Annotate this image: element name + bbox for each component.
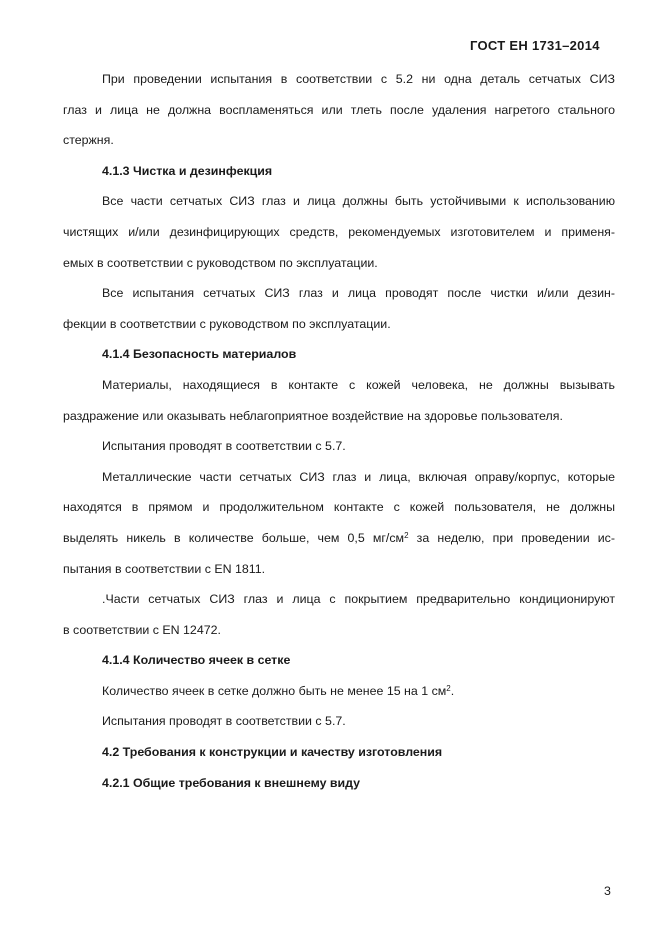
paragraph-line: Испытания проводят в соответствии с 5.7. — [102, 439, 346, 454]
paragraph-line: Все части сетчатых СИЗ глаз и лица должны быть устойчивыми к использованию — [102, 194, 615, 209]
paragraph-line: Испытания проводят в соответствии с 5.7. — [102, 714, 346, 729]
text-run: . — [450, 683, 455, 698]
section-heading: 4.1.4 Количество ячеек в сетке — [102, 653, 291, 668]
section-heading: 4.1.3 Чистка и дезинфекция — [102, 163, 273, 178]
paragraph-line: глаз и лица не должна воспламеняться или тлеть после удаления нагретого стального — [63, 102, 615, 117]
section-heading: 4.2 Требования к конструкции и качеству изготовления — [102, 745, 443, 760]
paragraph-line: находятся в прямом и продолжительном контакте с кожей пользователя, не должны — [63, 500, 615, 515]
document-header: ГОСТ EH 1731–2014 — [470, 38, 600, 53]
superscript: 2 — [404, 530, 409, 540]
paragraph-line — [63, 676, 615, 707]
paragraph-line: Все испытания сетчатых СИЗ глаз и лица проводят после чистки и/или дезин- — [102, 286, 615, 301]
paragraph-line: чистящих и/или дезинфицирующих средств, рекомендуемых изготовителем и применя- — [63, 224, 615, 239]
paragraph-line: При проведении испытания в соответствии с 5.2 ни одна деталь сетчатых СИЗ — [102, 72, 615, 86]
text-run: за неделю, при проведении ис- — [408, 530, 616, 545]
paragraph-line: пытания в соответствии с EN 1811. — [63, 561, 266, 576]
paragraph-line: раздражение или оказывать неблагоприятное воздействие на здоровье пользователя. — [63, 408, 563, 423]
text-run: выделять никель в количестве больше, чем 0,5 мг/см — [63, 530, 405, 545]
paragraph-line: фекции в соответствии с руководством по эксплуатации. — [63, 316, 391, 331]
paragraph-line: стержня. — [63, 133, 114, 148]
paragraph-line: Материалы, находящиеся в контакте с кожей человека, не должны вызывать — [102, 377, 615, 392]
text-run: Количество ячеек в сетке должно быть не менее 15 на 1 см — [102, 683, 447, 698]
section-heading: 4.2.1 Общие требования к внешнему виду — [102, 775, 361, 790]
page-number: 3 — [604, 884, 611, 898]
paragraph-line: .Части сетчатых СИЗ глаз и лица с покрытием предварительно кондиционируют — [102, 592, 615, 607]
section-heading: 4.1.4 Безопасность материалов — [102, 347, 297, 362]
document-body — [63, 64, 615, 798]
paragraph-line: емых в соответствии с руководством по эксплуатации. — [63, 255, 378, 270]
paragraph-line — [63, 523, 615, 554]
paragraph-line: в соответствии с EN 12472. — [63, 622, 221, 637]
superscript: 2 — [446, 683, 451, 693]
paragraph-line: Металлические части сетчатых СИЗ глаз и лица, включая оправу/корпус, которые — [102, 469, 615, 484]
